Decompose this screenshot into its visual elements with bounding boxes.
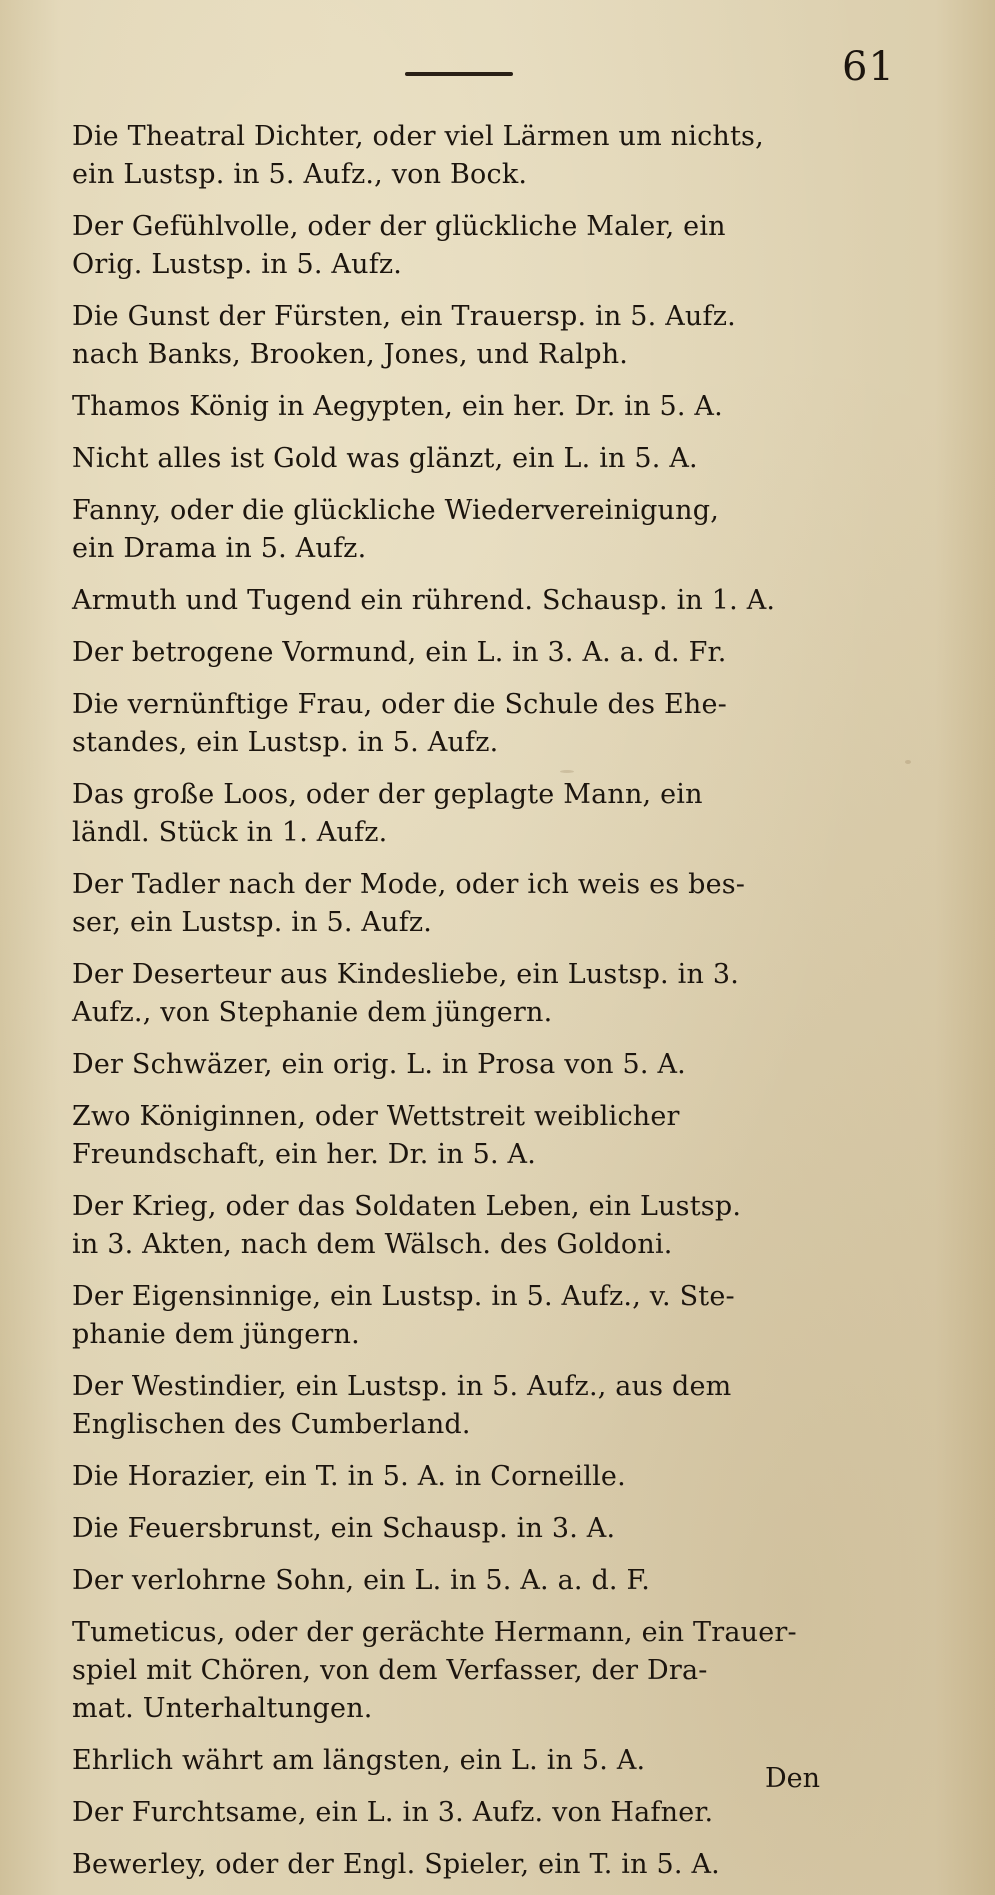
play-entry [72,1614,902,1728]
play-entry [72,1098,902,1174]
play-entry [72,440,902,478]
entry-line-continuation: ein Drama in 5. Aufz. [72,533,367,564]
entry-line-first: Der Gefühlvolle, oder der glückliche Maler, ein [72,211,726,242]
entry-line-first: Der Eigensinnige, ein Lustsp. in 5. Aufz., v. Ste- [72,1281,735,1312]
play-entry [72,388,902,426]
paper-stain [100,700,105,705]
play-entry [72,118,902,194]
play-entry [72,1510,902,1548]
header-rule [405,72,513,76]
play-entry [72,634,902,672]
entry-line-first: Ehrlich währt am längsten, ein L. in 5. A. [72,1745,646,1776]
play-entry [72,1046,902,1084]
entry-line-first: Armuth und Tugend ein rührend. Schausp. in 1. A. [72,585,776,616]
entry-line-continuation: in 3. Akten, nach dem Wälsch. des Goldoni. [72,1229,673,1260]
play-entry [72,1278,902,1354]
entry-line-first: Nicht alles ist Gold was glänzt, ein L. in 5. A. [72,443,698,474]
entry-line-first: Fanny, oder die glückliche Wiedervereinigung, [72,495,719,526]
entry-line-continuation: mat. Unterhaltungen. [72,1693,373,1724]
play-entry [72,1794,902,1832]
play-entry [72,1846,902,1884]
entry-line-first: Der verlohrne Sohn, ein L. in 5. A. a. d. F. [72,1565,651,1596]
entry-line-continuation: ser, ein Lustsp. in 5. Aufz. [72,907,433,938]
entry-line-continuation: nach Banks, Brooken, Jones, und Ralph. [72,339,629,370]
entry-line-first: Der Deserteur aus Kindesliebe, ein Lustsp. in 3. [72,959,739,990]
play-entry [72,1368,902,1444]
page-number: 61 [842,44,895,90]
entry-line-continuation: Aufz., von Stephanie dem jüngern. [72,997,553,1028]
entry-line-first: Thamos König in Aegypten, ein her. Dr. in 5. A. [72,391,723,422]
play-entry [72,686,902,762]
entry-line-continuation: phanie dem jüngern. [72,1319,360,1350]
entry-line-continuation: Orig. Lustsp. in 5. Aufz. [72,249,403,280]
play-entry [72,298,902,374]
play-entry [72,866,902,942]
paper-stain [905,760,911,764]
play-entry [72,1458,902,1496]
play-entry [72,1188,902,1264]
play-entry [72,1562,902,1600]
play-entry [72,492,902,568]
entry-line-first: Die Gunst der Fürsten, ein Trauersp. in 5. Aufz. [72,301,736,332]
catchword: Den [765,1763,821,1794]
entry-line-continuation: Freundschaft, ein her. Dr. in 5. A. [72,1139,536,1170]
entry-line-first: Der Krieg, oder das Soldaten Leben, ein Lustsp. [72,1191,742,1222]
entry-line-first: Der Schwäzer, ein orig. L. in Prosa von 5. A. [72,1049,686,1080]
entry-line-first: Die Theatral Dichter, oder viel Lärmen um nichts, [72,121,764,152]
entry-line-first: Bewerley, oder der Engl. Spieler, ein T. in 5. A. [72,1849,720,1880]
paper-stain [560,770,574,773]
entry-line-first: Die Horazier, ein T. in 5. A. in Corneille. [72,1461,626,1492]
entry-line-continuation: Englischen des Cumberland. [72,1409,471,1440]
entry-line-first: Die Feuersbrunst, ein Schausp. in 3. A. [72,1513,616,1544]
play-entry [72,956,902,1032]
entry-line-continuation: spiel mit Chören, von dem Verfasser, der Dra- [72,1655,708,1686]
entry-line-first: Das große Loos, oder der geplagte Mann, ein [72,779,703,810]
entry-line-continuation: ländl. Stück in 1. Aufz. [72,817,388,848]
entry-line-first: Die vernünftige Frau, oder die Schule des Ehe- [72,689,727,720]
entry-line-first: Der Furchtsame, ein L. in 3. Aufz. von Hafner. [72,1797,714,1828]
entry-line-continuation: ein Lustsp. in 5. Aufz., von Bock. [72,159,528,190]
entry-line-first: Tumeticus, oder der gerächte Hermann, ein Trauer- [72,1617,797,1648]
entry-line-continuation: standes, ein Lustsp. in 5. Aufz. [72,727,499,758]
play-list [72,118,902,1895]
play-entry [72,208,902,284]
entry-line-first: Der betrogene Vormund, ein L. in 3. A. a. d. Fr. [72,637,727,668]
entry-line-first: Der Tadler nach der Mode, oder ich weis es bes- [72,869,746,900]
entry-line-first: Der Westindier, ein Lustsp. in 5. Aufz., aus dem [72,1371,732,1402]
entry-line-first: Zwo Königinnen, oder Wettstreit weiblicher [72,1101,680,1132]
play-entry [72,776,902,852]
play-entry [72,582,902,620]
